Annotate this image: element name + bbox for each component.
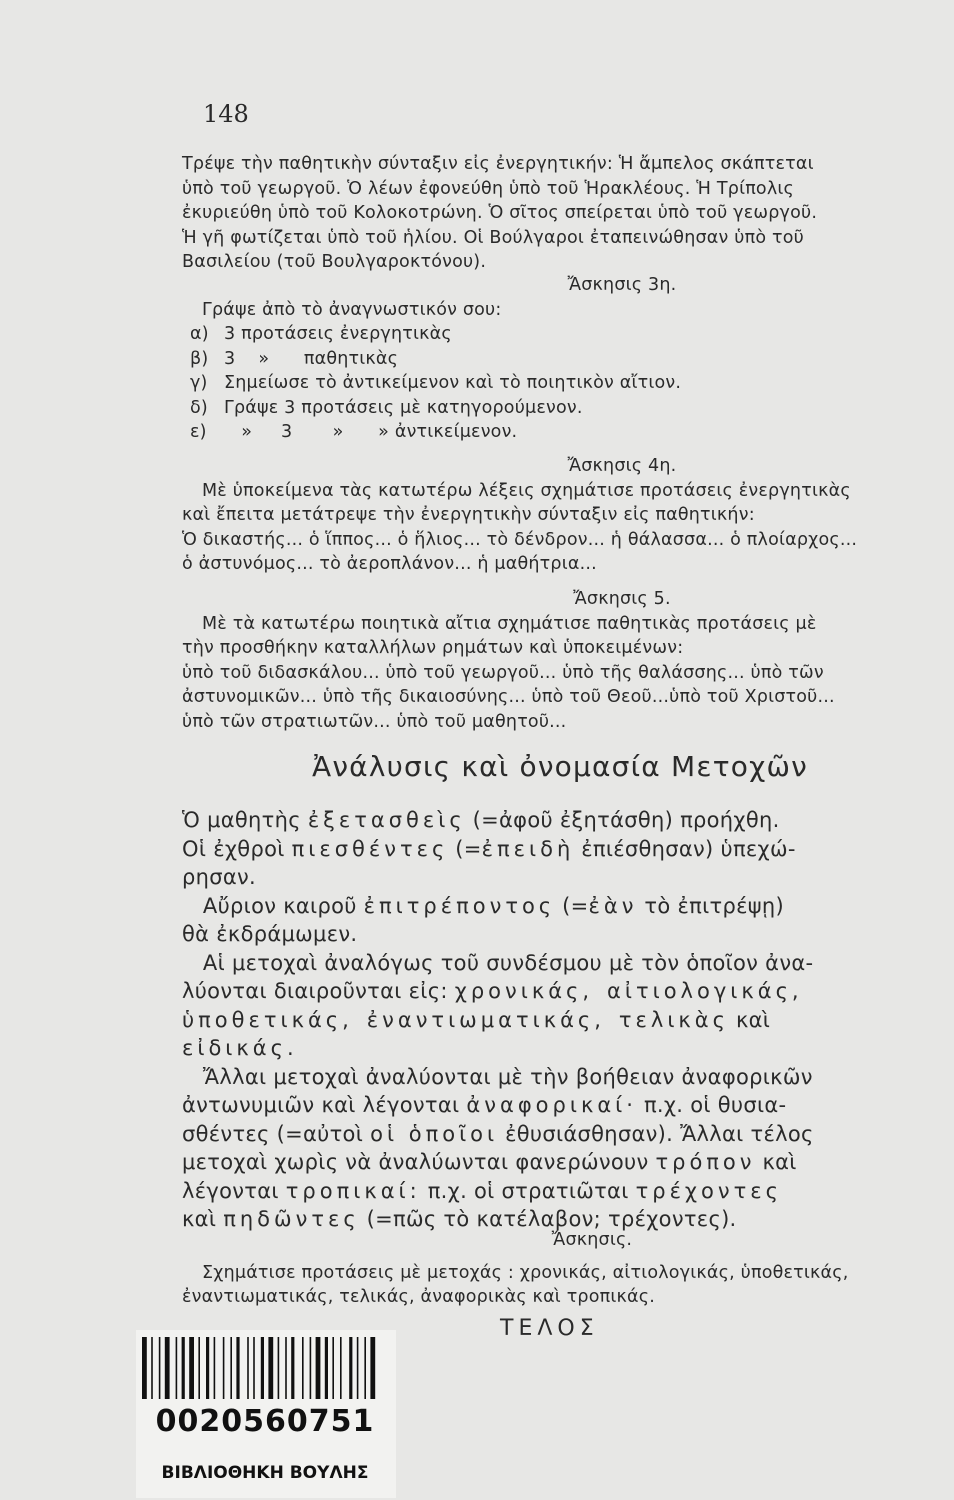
text-segment: Ἄλλαι μετοχαὶ ἀναλύονται μὲ τὴν βοήθειαν ἀναφορικῶν [182, 1064, 813, 1089]
text-line: Μὲ ὑποκείμενα τὰς κατωτέρω λέξεις σχημάτισε προτάσεις ἐνεργητικὰς [202, 480, 851, 501]
barcode-bar [198, 1337, 200, 1399]
text-segment: λύονται διαιροῦνται εἰς: [182, 979, 455, 1003]
exercise-list [182, 322, 922, 445]
list-item [182, 347, 922, 372]
text-line [182, 1034, 922, 1063]
text-line [182, 977, 922, 1006]
spaced-term: αἰτιολογικάς, [607, 979, 803, 1003]
spaced-term: τρέχοντες [635, 1178, 782, 1203]
text-line: ὑπὸ τοῦ γεωργοῦ. Ὁ λέων ἐφονεύθη ὑπὸ τοῦ Ἡρακλέους. Ἡ Τρίπολις [182, 178, 794, 199]
spaced-term: ὑποθετικάς, [182, 1007, 353, 1032]
item-label: ε) [190, 422, 207, 442]
exercise-heading: Ἄσκησις 4η. [567, 456, 677, 476]
final-exercise [182, 1228, 922, 1310]
barcode-bar [230, 1337, 232, 1399]
text-segment: π.χ. οἱ στρατιῶται [420, 1178, 636, 1203]
text-segment: καὶ [755, 1150, 797, 1174]
text-line: Μὲ τὰ κατωτέρω ποιητικὰ αἴτια σχημάτισε παθητικὰς προτάσεις μὲ [202, 613, 817, 634]
barcode-bar [189, 1337, 194, 1399]
text-line: καὶ ἔπειτα μετάτρεψε τὴν ἐνεργητικὴν σύνταξιν εἰς παθητικήν: [182, 505, 755, 525]
barcode-bar [261, 1337, 264, 1399]
barcode-bar [370, 1337, 375, 1399]
barcode-bar [176, 1337, 178, 1399]
spaced-term: ἐναντιωματικάς, [366, 1007, 605, 1032]
barcode-bar [310, 1337, 312, 1399]
text-segment: (=πῶς τὸ κατέλαβον; τρέχοντες). [359, 1207, 737, 1231]
barcode-bar [332, 1337, 334, 1399]
item-text: » 3 » » ἀντικείμενον. [224, 422, 518, 442]
spaced-term: ἀναφορικαί· [466, 1093, 637, 1117]
text-segment: τὸ ἐπιτρέψῃ) [637, 893, 784, 918]
text-line: ὁ ἀστυνόμος... τὸ ἀεροπλάνον... ἡ μαθήτρια... [182, 554, 597, 574]
spaced-term: πιεσθέντες [291, 836, 449, 861]
barcode-bar [364, 1337, 366, 1399]
text-line [182, 1091, 922, 1120]
barcode-bar [268, 1337, 273, 1399]
item-text: Γράψε 3 προτάσεις μὲ κατηγορούμενον. [224, 397, 583, 418]
text-line [182, 863, 922, 892]
text-segment: Οἱ ἐχθροὶ [182, 836, 292, 861]
text-line [182, 949, 922, 978]
text-segment: ρησαν. [182, 865, 256, 889]
item-label: γ) [190, 373, 208, 393]
section-body [182, 806, 922, 1234]
spaced-term: τρόπον [655, 1150, 756, 1174]
barcode-bar [214, 1337, 216, 1399]
library-name: ΒΙΒΛΙΟΘΗΚΗ ΒΟΥΛΗΣ [161, 1463, 369, 1483]
text-segment: μετοχαὶ χωρὶς νὰ ἀναλύωνται φανερώνουν [182, 1150, 656, 1174]
barcode-bar [278, 1337, 280, 1399]
end-word: ΤΕΛΟΣ [500, 1316, 599, 1341]
section-title: Ἀνάλυσις καὶ ὀνομασία Μετοχῶν [311, 750, 808, 783]
spaced-term: ἐξετασθεὶς [307, 808, 466, 832]
barcode-number: 0020560751 [155, 1404, 375, 1439]
barcode-bar [182, 1337, 185, 1399]
item-text: Σημείωσε τὸ ἀντικείμενον καὶ τὸ ποιητικὸν αἴτιον. [224, 373, 682, 393]
exercise-intro: Γράψε ἀπὸ τὸ ἀναγνωστικόν σου: [202, 299, 502, 320]
text-segment: (= [448, 836, 482, 861]
text-line [182, 1006, 922, 1035]
exercise-heading: Ἄσκησις 3η. [567, 275, 677, 295]
text-segment: π.χ. οἱ θυσια- [636, 1093, 787, 1117]
text-segment: ἀντωνυμιῶν καὶ λέγονται [182, 1093, 467, 1117]
barcode-bar [291, 1337, 294, 1399]
list-item [182, 420, 922, 445]
text-segment: καὶ [182, 1207, 224, 1231]
barcode-bar [285, 1337, 287, 1399]
text-line: ἐκυριεύθη ὑπὸ τοῦ Κολοκοτρώνη. Ὁ σῖτος σπείρεται ὑπὸ τοῦ γεωργοῦ. [182, 203, 818, 223]
text-segment: Ὁ μαθητὴς [182, 808, 308, 832]
text-line [182, 892, 922, 921]
spaced-term: εἰδικάς. [182, 1036, 298, 1060]
barcode-bar [206, 1337, 209, 1399]
text-line: ἀστυνομικῶν... ὑπὸ τῆς δικαιοσύνης... ὑπὸ τοῦ Θεοῦ...ὑπὸ τοῦ Χριστοῦ... [182, 687, 835, 707]
spaced-term: τελικὰς [618, 1007, 729, 1032]
text-segment: (= [555, 893, 589, 918]
text-segment [593, 979, 607, 1003]
text-segment: καὶ [728, 1007, 771, 1032]
text-line: Τρέψε τὴν παθητικὴν σύνταξιν εἰς ἐνεργητικήν: Ἡ ἄμπελος σκάπτεται [182, 154, 814, 174]
text-line [182, 1063, 922, 1092]
spaced-term: ἐπιτρέποντος [363, 893, 556, 918]
text-line [182, 835, 922, 864]
spaced-term: πηδῶντες [223, 1207, 360, 1231]
barcode-bar [349, 1337, 352, 1399]
barcode-bar [236, 1337, 239, 1399]
barcode-bar [159, 1337, 161, 1399]
text-segment: Αὔριον καιροῦ [182, 893, 364, 918]
list-item [182, 396, 922, 421]
list-item [182, 371, 922, 396]
text-segment: Αἱ μετοχαὶ ἀναλόγως τοῦ συνδέσμου μὲ τὸν ὁποῖον ἀνα- [182, 950, 814, 975]
spaced-term: οἱ ὁποῖοι [370, 1121, 499, 1146]
barcode-bar [316, 1337, 321, 1399]
exercise-4 [182, 454, 922, 577]
item-text: 3 » παθητικὰς [224, 348, 399, 369]
barcode-bar [302, 1337, 304, 1399]
item-text: 3 προτάσεις ἐνεργητικὰς [224, 324, 452, 344]
text-line: Σχημάτισε προτάσεις μὲ μετοχάς : χρονικάς, αἰτιολογικάς, ὑποθετικάς, [202, 1262, 849, 1283]
text-segment: ἐπιέσθησαν) ὑπεχώ- [574, 836, 796, 861]
barcode-image [140, 1337, 388, 1399]
text-line: ὑπὸ τῶν στρατιωτῶν... ὑπὸ τοῦ μαθητοῦ... [182, 711, 567, 732]
text-line: Ἡ γῆ φωτίζεται ὑπὸ τοῦ ἡλίου. Οἱ Βούλγαροι ἐταπεινώθησαν ὑπὸ τοῦ [182, 227, 804, 248]
spaced-term: χρονικάς, [454, 979, 594, 1003]
spaced-term: ἐὰν [588, 893, 638, 918]
intro-paragraph [182, 152, 922, 275]
text-line: Ὁ δικαστής... ὁ ἵππος... ὁ ἥλιος... τὸ δένδρον... ἡ θάλασσα... ὁ πλοίαρχος... [182, 529, 858, 550]
exercise-5 [182, 587, 922, 734]
barcode-bar [223, 1337, 225, 1399]
page-number: 148 [203, 100, 249, 128]
barcode-bar [247, 1337, 249, 1399]
text-segment: (=ἀφοῦ ἐξητάσθη) προήχθη. [465, 808, 780, 832]
list-item [182, 322, 922, 347]
text-segment [605, 1008, 619, 1032]
text-line: Βασιλείου (τοῦ Βουλγαροκτόνου). [182, 252, 487, 272]
exercise-heading: Ἄσκησις 5. [573, 589, 671, 609]
text-line [182, 1120, 922, 1149]
barcode-bar [340, 1337, 342, 1399]
barcode-bar [357, 1337, 359, 1399]
item-label: β) [190, 348, 209, 369]
text-line [182, 1148, 922, 1177]
exercise-3 [182, 273, 922, 445]
text-line [182, 920, 922, 949]
exercise-heading: Ἄσκησις. [551, 1230, 633, 1250]
text-line [182, 1177, 922, 1206]
item-label: δ) [190, 397, 208, 418]
text-segment: ἐθυσιάσθησαν). Ἄλλαι τέλος [498, 1121, 814, 1146]
text-segment: σθέντες (=αὐτοὶ [182, 1121, 371, 1146]
barcode-bar [253, 1337, 255, 1399]
spaced-term: ἐπειδὴ [481, 836, 575, 861]
barcode-bar [151, 1337, 153, 1399]
text-line: τὴν προσθήκην καταλλήλων ρημάτων καὶ ὑποκειμένων: [182, 638, 684, 658]
text-segment [353, 1008, 367, 1032]
text-segment: θὰ ἐκδράμωμεν. [182, 922, 358, 946]
barcode-bar [142, 1337, 147, 1399]
text-line: ὑπὸ τοῦ διδασκάλου... ὑπὸ τοῦ γεωργοῦ... ὑπὸ τῆς θαλάσσης... ὑπὸ τῶν [182, 662, 824, 683]
spaced-term: τροπικαί: [285, 1178, 421, 1203]
barcode-bar [325, 1337, 328, 1399]
barcode-bar [165, 1337, 170, 1399]
item-label: α) [190, 324, 209, 344]
text-segment: λέγονται [182, 1178, 286, 1203]
text-line [182, 806, 922, 835]
text-line: ἐναντιωματικάς, τελικάς, ἀναφορικὰς καὶ τροπικάς. [182, 1287, 655, 1307]
